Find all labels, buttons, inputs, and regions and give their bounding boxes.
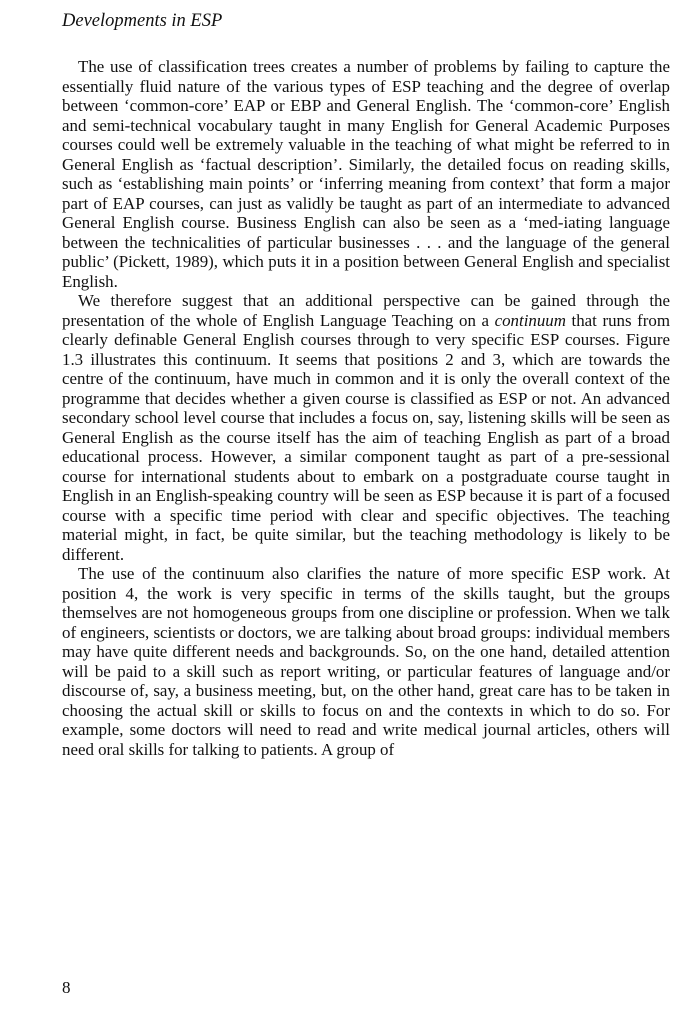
paragraph-2-text-start: We therefore suggest that an additional perspective can be gained through the presentation of the whole of English Language Teaching on a [62,291,670,330]
paragraph-1-text: The use of classification trees creates a number of problems by failing to capture the essentially fluid nature of the various types of ESP teaching and the degree of overlap between ‘common-core’ EAP or EBP and General English. The ‘common-core’ English and semi-technical vocabulary taught in many English for General Academic Purposes courses could well be extremely valuable in the teaching of what might be referred to in General English as ‘factual description’. Similarly, the detailed focus on reading skills, such as ‘establishing main points’ or ‘inferring meaning from context’ that form a major part of EAP courses, can just as validly be taught as part of an intermediate to advanced General English course. Business English can also be seen as a ‘med-iating language between the technicalities of particular businesses . . . and the language of the general public’ (Pickett, 1989), which puts it in a position between General English and specialist English. [62,57,670,291]
paragraph-classification-trees [62,57,670,291]
paragraph-3-text: The use of the continuum also clarifies the nature of more specific ESP work. At position 4, the work is very specific in terms of the skills taught, but the groups themselves are not homogeneous groups from one discipline or profession. When we talk of engineers, scientists or doctors, we are talking about broad groups: individual members may have quite different needs and backgrounds. So, on the one hand, detailed attention will be paid to a skill such as report writing, or particular features of language and/or discourse of, say, a business meeting, but, on the other hand, great care has to be taken in choosing the actual skill or skills to focus on and the contexts in which to do so. For example, some doctors will need to read and write medical journal articles, others will need oral skills for talking to patients. A group of [62,564,670,759]
emphasis-continuum: continuum [494,310,566,330]
paragraph-2-text-end: that runs from clearly definable General English courses through to very specific ESP courses. Figure 1.3 illustrates this continuum. It seems that positions 2 and 3, which are towards the centre of the continuum, have much in common and it is only the overall context of the programme that decides whether a given course is classified as ESP or not. An advanced secondary school level course that includes a focus on, say, listening skills will be seen as General English as the course itself has the aim of teaching English as part of a broad educational process. However, a similar component taught as part of a pre-sessional course for international students about to embark on a postgraduate course taught in English in an English-speaking country will be seen as ESP because it is part of a focused course with a specific time period with clear and specific objectives. The teaching material might, in fact, be quite similar, but the teaching methodology is likely to be different. [62,310,670,564]
paragraph-continuum [62,291,670,564]
running-head: Developments in ESP [62,11,223,31]
body-text [62,57,670,759]
paragraph-specific-esp-work [62,564,670,759]
page-number: 8 [62,978,71,997]
